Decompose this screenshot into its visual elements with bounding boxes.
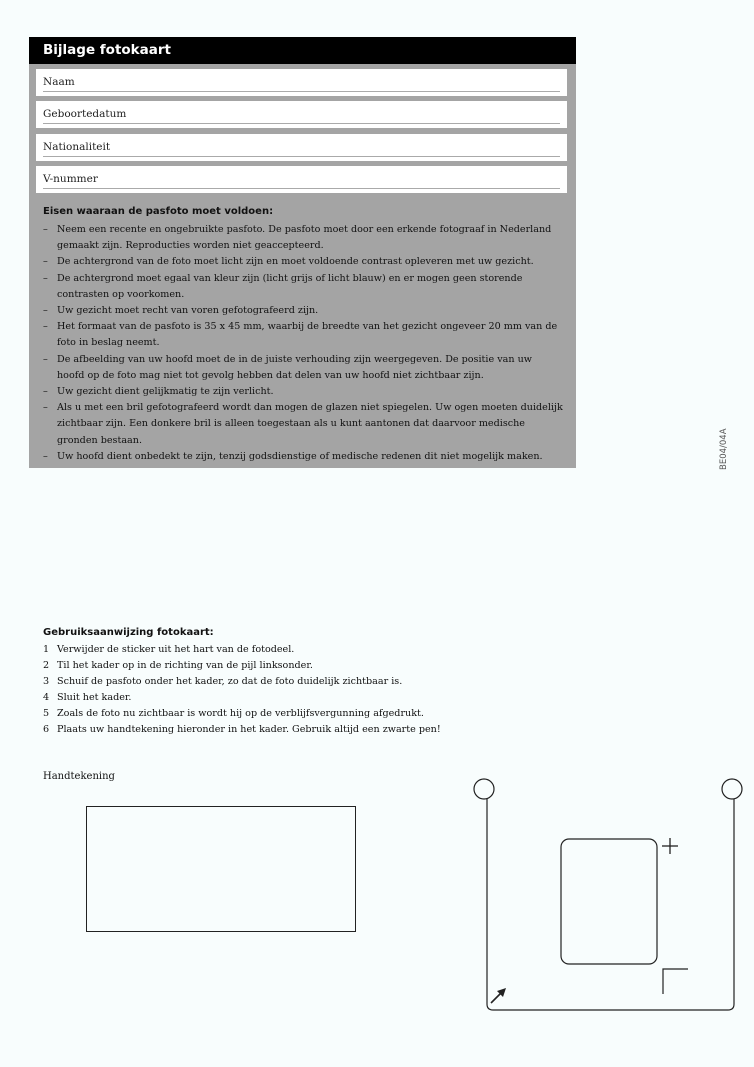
plus-icon: [662, 838, 678, 854]
requirement-text: Als u met een bril gefotografeerd wordt dan mogen de glazen niet spiegelen. Uw ogen moeten duidelijk: [57, 402, 563, 414]
requirement-text: De achtergrond moet egaal van kleur zijn (licht grijs of licht blauw) en er mogen geen storende: [57, 272, 523, 284]
name-field[interactable]: [36, 69, 567, 96]
requirement-text: De afbeelding van uw hoofd moet de in de juiste verhouding zijn weergegeven. De positie van uw: [57, 353, 532, 365]
birthdate-field[interactable]: [36, 101, 567, 128]
signature-label: Handtekening: [43, 771, 115, 782]
bullet-dash: –: [43, 386, 48, 398]
instruction-step: [43, 690, 463, 706]
v-number-field[interactable]: [36, 166, 567, 193]
birthdate-label: Geboortedatum: [43, 108, 127, 120]
requirement-item: [43, 384, 563, 400]
step-number: 3: [43, 676, 50, 687]
bullet-dash: –: [43, 256, 48, 268]
instruction-step: [43, 722, 463, 738]
field-underline: [43, 123, 560, 124]
photo-requirements: [43, 205, 563, 465]
requirement-text: Uw gezicht dient gelijkmatig te zijn verlicht.: [57, 386, 274, 398]
requirement-item: [43, 352, 563, 384]
requirement-item: [43, 400, 563, 449]
requirement-item: [43, 303, 563, 319]
bullet-dash: –: [43, 272, 48, 284]
instruction-step: [43, 706, 463, 722]
requirement-text: De achtergrond van de foto moet licht zijn en moet voldoende contrast opleveren met uw gezicht.: [57, 256, 534, 268]
name-label: Naam: [43, 76, 75, 88]
requirement-text: Neem een recente en ongebruikte pasfoto. De pasfoto moet door een erkende fotograaf in Nederland: [57, 224, 552, 235]
instructions-title: Gebruiksaanwijzing fotokaart:: [43, 627, 214, 638]
right-hole-icon: [722, 779, 742, 799]
instruction-step: [43, 658, 463, 674]
requirement-text: hoofd op de foto mag niet tot gevolg hebben dat delen van uw hoofd niet zichtbaar zijn.: [57, 369, 484, 381]
step-text: Sluit het kader.: [57, 692, 132, 703]
panel-title: Bijlage fotokaart: [29, 37, 576, 64]
bullet-dash: –: [43, 305, 48, 317]
bullet-dash: –: [43, 402, 48, 414]
bullet-dash: –: [43, 353, 48, 365]
nationality-label: Nationaliteit: [43, 141, 111, 153]
arrow-up-right-icon: [491, 988, 506, 1003]
requirement-text: Het formaat van de pasfoto is 35 x 45 mm, waarbij de breedte van het gezicht ongeveer 20 mm van de: [57, 321, 558, 333]
v-number-label: V-nummer: [43, 173, 98, 185]
photo-frame-diagram: [470, 774, 750, 1014]
requirement-text: foto in beslag neemt.: [57, 337, 160, 349]
field-underline: [43, 156, 560, 157]
bullet-dash: –: [43, 450, 48, 462]
field-underline: [43, 188, 560, 189]
requirements-title: Eisen waaraan de pasfoto moet voldoen:: [43, 206, 274, 217]
requirement-text: zichtbaar zijn. Een donkere bril is alleen toegestaan als u kunt aantonen dat daarvoor medische: [57, 418, 525, 430]
requirement-item: [43, 319, 563, 351]
nationality-field[interactable]: [36, 134, 567, 161]
step-text: Til het kader op in de richting van de pijl linksonder.: [57, 660, 313, 671]
requirement-text: gemaakt zijn. Reproducties worden niet geaccepteerd.: [57, 240, 324, 252]
requirement-text: Uw hoofd dient onbedekt te zijn, tenzij godsdienstige of medische redenen dit niet mogelijk maken.: [57, 450, 543, 462]
requirement-text: Uw gezicht moet recht van voren gefotografeerd zijn.: [57, 305, 319, 317]
card-outline: [487, 799, 734, 1010]
corner-mark-icon: [663, 969, 688, 994]
document-code: BE04/04A: [719, 428, 729, 470]
step-number: 5: [43, 708, 50, 719]
step-text: Verwijder de sticker uit het hart van de fotodeel.: [57, 644, 295, 655]
step-text: Zoals de foto nu zichtbaar is wordt hij op de verblijfsvergunning afgedrukt.: [57, 708, 424, 719]
requirement-text: contrasten op voorkomen.: [57, 288, 185, 300]
signature-box[interactable]: [86, 806, 356, 932]
bullet-dash: –: [43, 224, 48, 235]
requirement-item: [43, 449, 563, 465]
requirement-item: [43, 271, 563, 303]
requirement-text: gronden bestaan.: [57, 434, 142, 446]
step-number: 6: [43, 724, 50, 735]
step-number: 2: [43, 660, 50, 671]
instruction-step: [43, 674, 463, 690]
step-text: Plaats uw handtekening hieronder in het kader. Gebruik altijd een zwarte pen!: [57, 724, 441, 735]
photo-card-panel: [29, 37, 576, 468]
step-number: 1: [43, 644, 50, 655]
left-hole-icon: [474, 779, 494, 799]
requirements-list: [43, 222, 563, 465]
requirement-item: [43, 222, 563, 254]
instruction-step: [43, 642, 463, 658]
photo-window: [561, 839, 657, 964]
bullet-dash: –: [43, 321, 48, 333]
step-text: Schuif de pasfoto onder het kader, zo dat de foto duidelijk zichtbaar is.: [57, 676, 403, 687]
step-number: 4: [43, 692, 50, 703]
instructions-list: [43, 642, 463, 738]
usage-instructions: [43, 626, 463, 738]
field-underline: [43, 91, 560, 92]
requirement-item: [43, 254, 563, 270]
